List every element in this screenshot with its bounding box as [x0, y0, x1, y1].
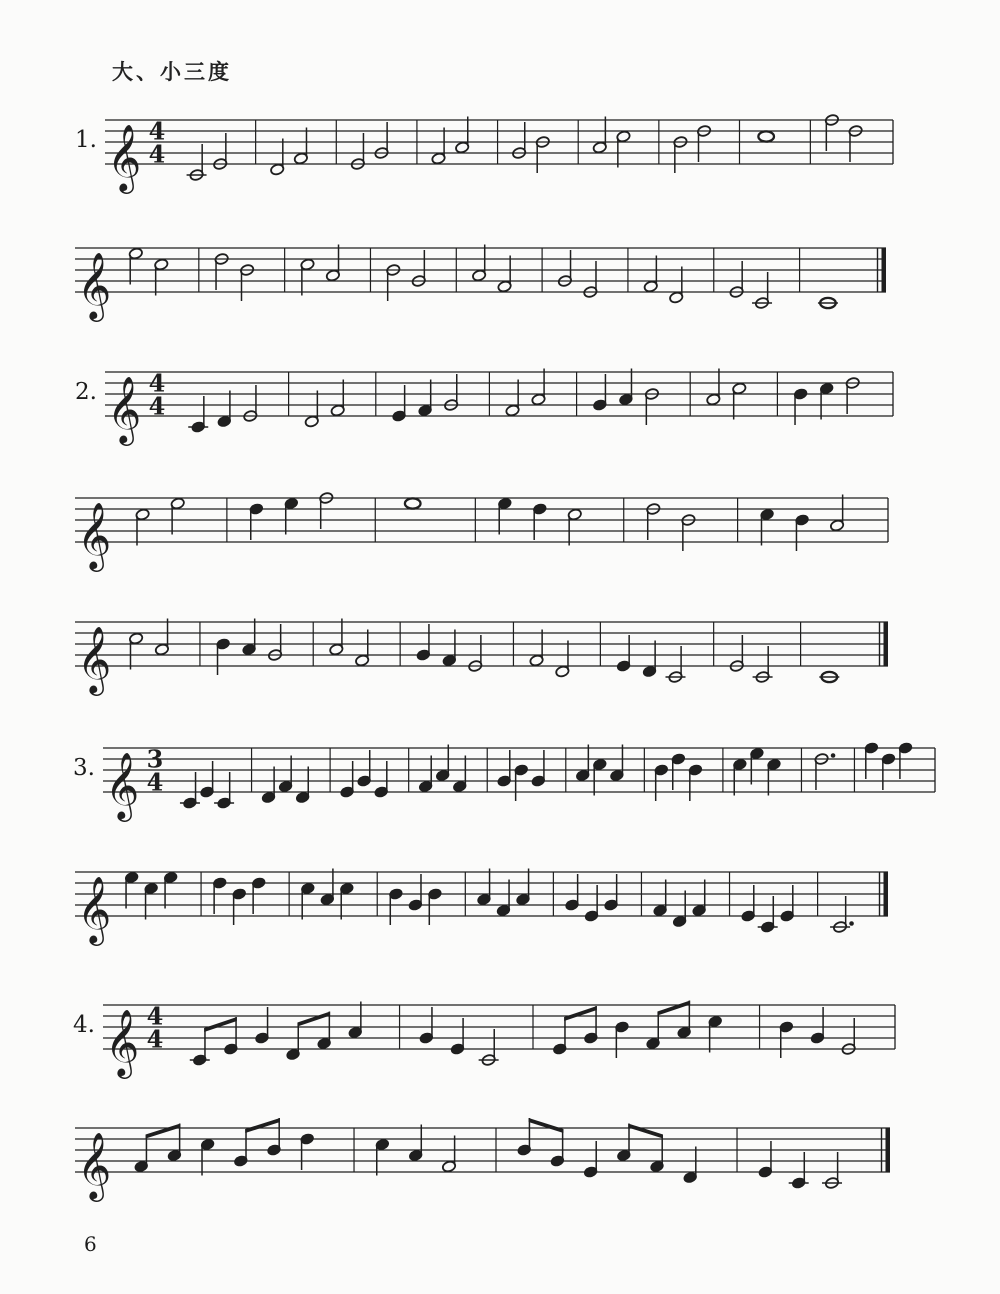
eighth-beam — [628, 1124, 663, 1139]
eighth-beam — [146, 1124, 181, 1139]
section-title: 大、小三度 — [112, 60, 232, 84]
time-signature: 4 — [148, 116, 166, 146]
treble-clef-icon: 𝄞 — [77, 1131, 112, 1199]
treble-clef-icon: 𝄞 — [107, 375, 142, 443]
augmentation-dot — [831, 753, 836, 758]
treble-clef-icon: 𝄞 — [105, 751, 140, 819]
treble-clef-icon: 𝄞 — [77, 251, 112, 319]
staff-system — [75, 619, 888, 697]
whole-note — [405, 498, 421, 508]
time-signature: 4 — [146, 1024, 164, 1054]
whole-note — [758, 131, 774, 141]
treble-clef-icon: 𝄞 — [77, 625, 112, 693]
treble-clef-icon: 𝄞 — [107, 123, 142, 191]
staff-system — [105, 369, 893, 447]
staff-system — [75, 245, 886, 323]
exercise-number-label: 3. — [73, 755, 95, 781]
final-barline — [886, 1128, 891, 1172]
staff-system — [75, 492, 888, 572]
time-signature: 4 — [146, 767, 164, 797]
staff-system — [75, 869, 888, 947]
page-number: 6 — [84, 1232, 97, 1256]
staff-system — [103, 1001, 895, 1080]
augmentation-dot — [849, 921, 854, 926]
treble-clef-icon: 𝄞 — [77, 501, 112, 569]
eighth-beam — [204, 1017, 237, 1032]
eighth-beam — [297, 1012, 330, 1027]
final-barline — [884, 622, 889, 666]
time-signature: 4 — [148, 139, 166, 169]
time-signature: 4 — [148, 368, 166, 398]
eighth-beam — [245, 1118, 280, 1133]
final-barline — [884, 872, 889, 916]
staff-system — [75, 1118, 890, 1202]
exercise-number-label: 4. — [73, 1012, 95, 1038]
exercise-number-label: 1. — [75, 127, 97, 153]
time-signature: 4 — [148, 391, 166, 421]
treble-clef-icon: 𝄞 — [105, 1008, 140, 1076]
time-signature: 4 — [146, 1001, 164, 1031]
staff-system — [105, 114, 893, 194]
eighth-beam — [657, 1001, 690, 1016]
staff-system — [103, 742, 935, 822]
exercise-number-label: 2. — [75, 379, 97, 405]
treble-clef-icon: 𝄞 — [77, 875, 112, 943]
final-barline — [882, 248, 887, 292]
eighth-beam — [564, 1006, 597, 1021]
time-signature: 3 — [146, 744, 164, 774]
eighth-beam — [529, 1118, 564, 1133]
